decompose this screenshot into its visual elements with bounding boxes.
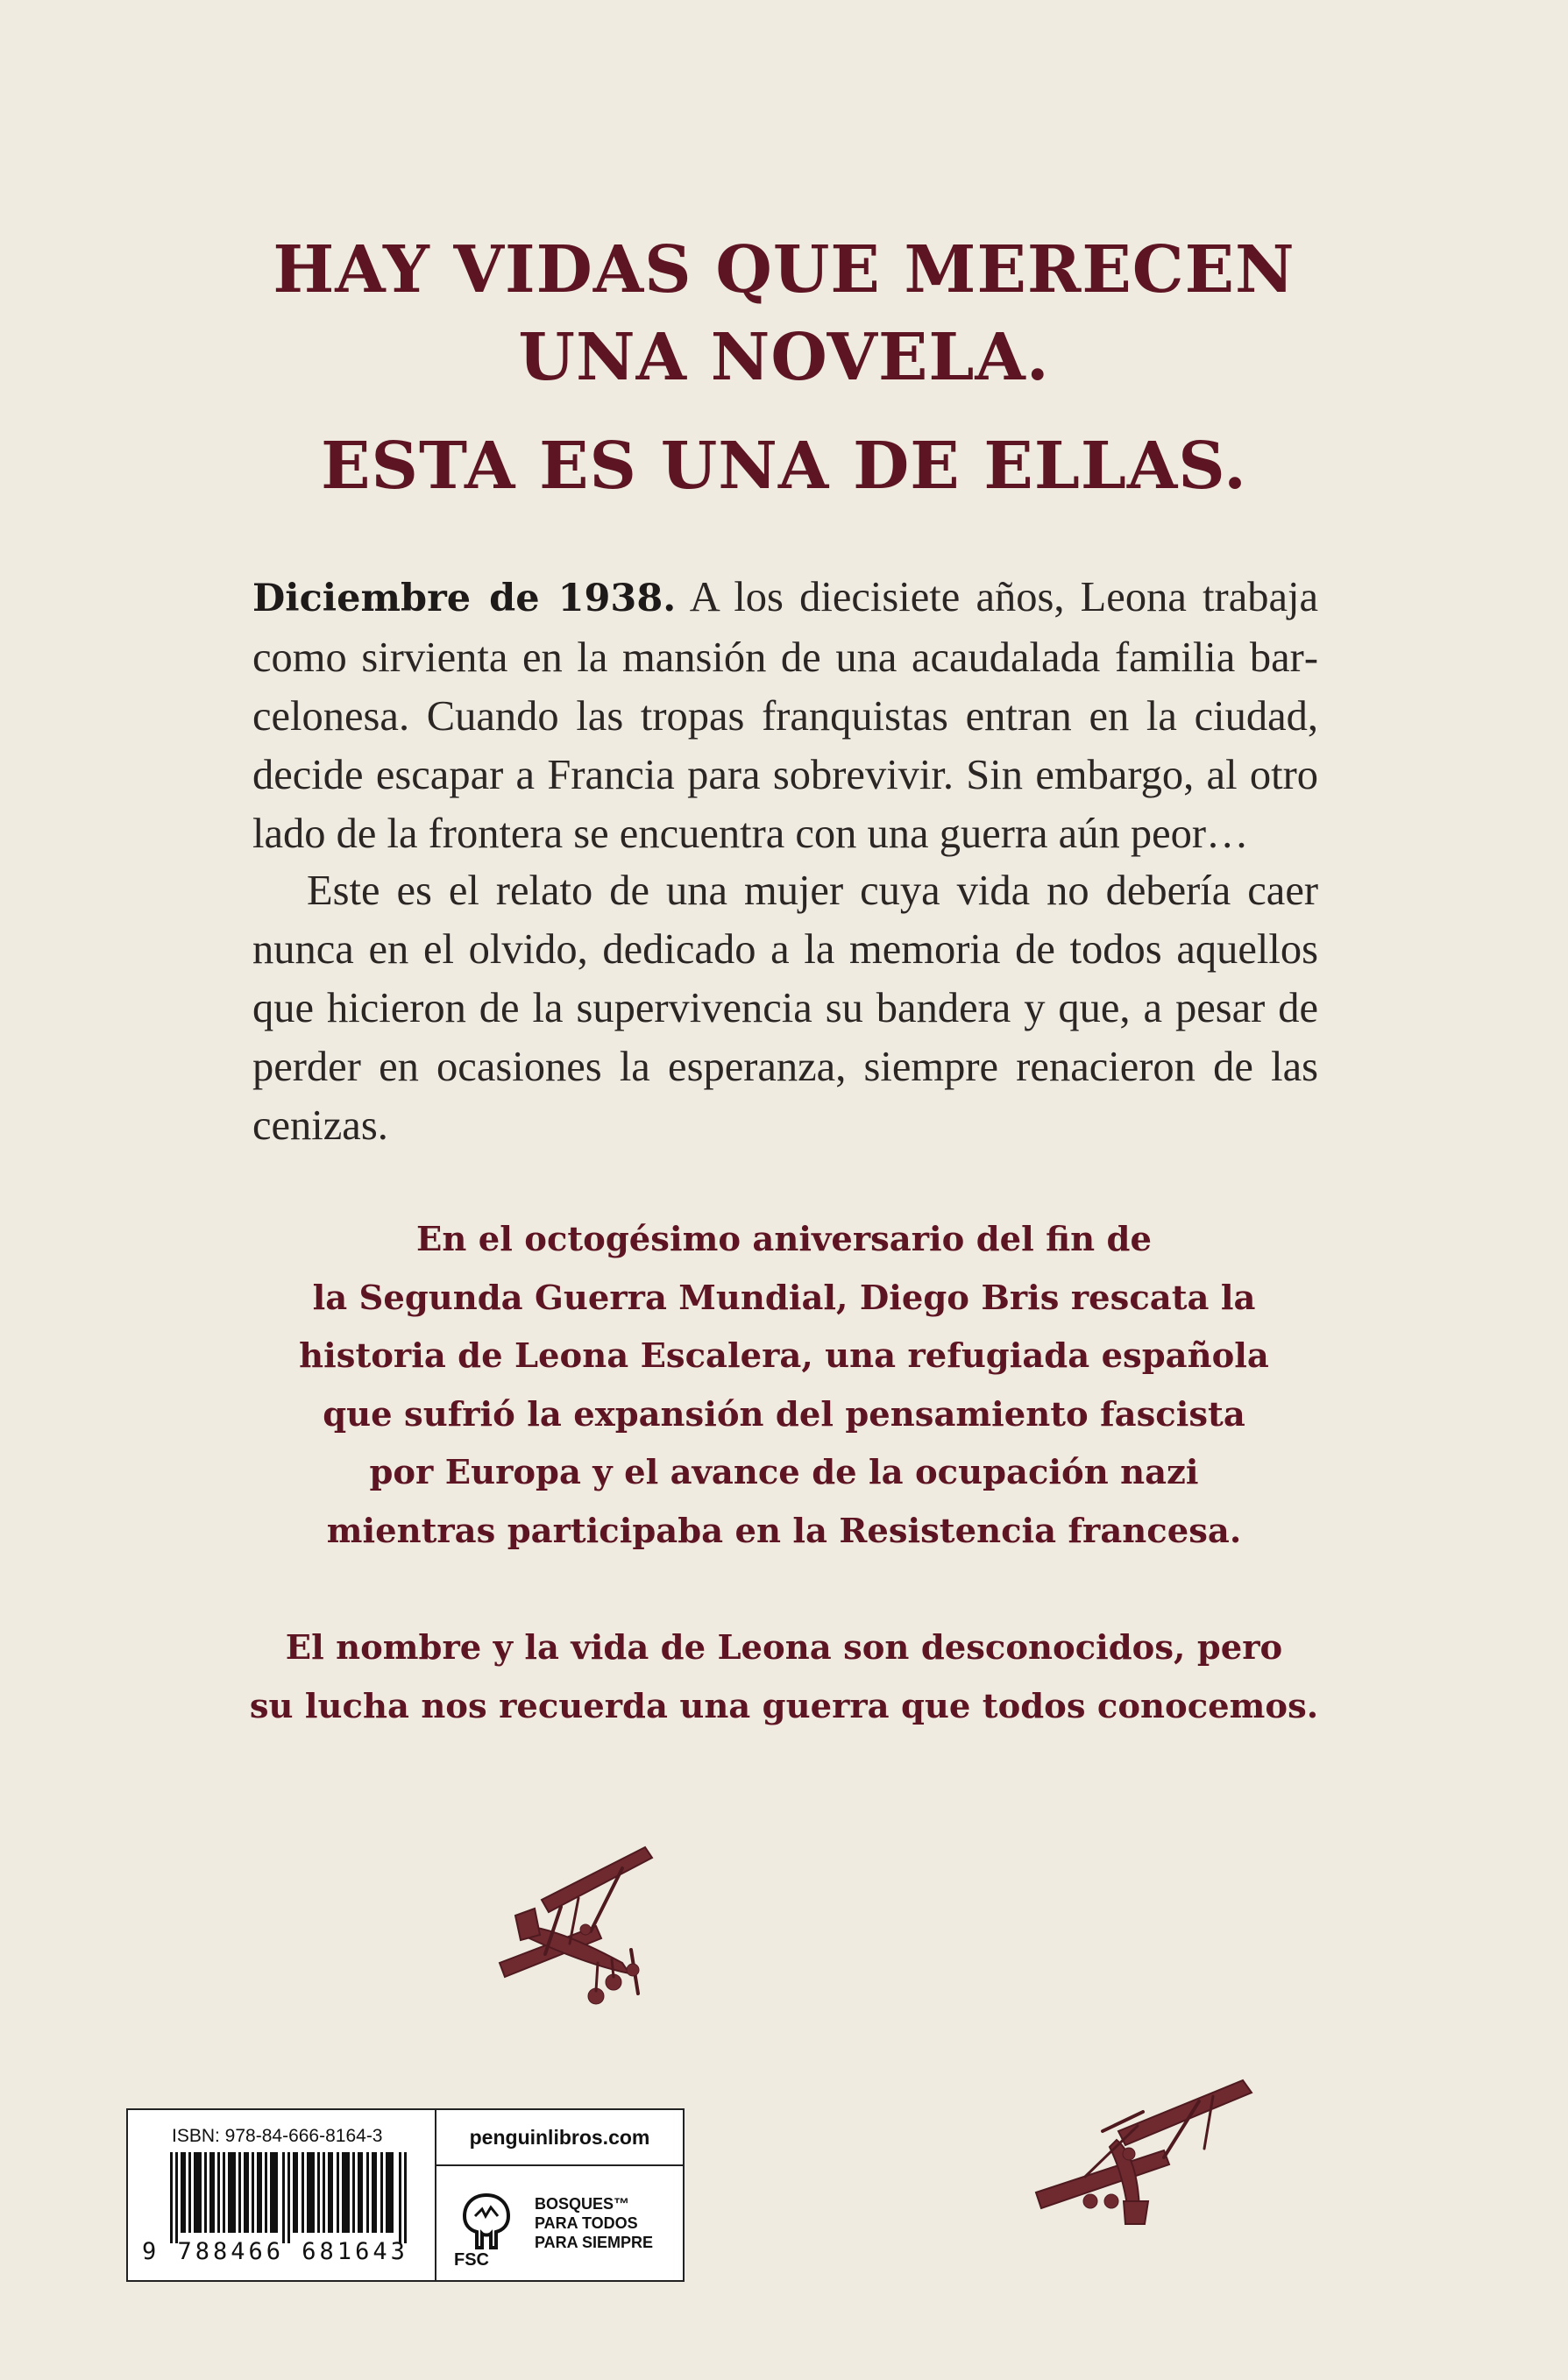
barcode-digits: 9 788466 681643	[142, 2238, 408, 2265]
tagline-1-line: historia de Leona Escalera, una refugiada española	[299, 1336, 1269, 1376]
tagline-1-line: por Europa y el avance de la ocupación nazi	[369, 1453, 1199, 1492]
tagline-1	[193, 1211, 1375, 1561]
tagline-1-line: mientras participaba en la Resistencia francesa.	[326, 1511, 1242, 1551]
tagline-2-line: su lucha nos recuerda una guerra que todos conocemos.	[249, 1686, 1319, 1726]
publisher-website: penguinlibros.com	[436, 2110, 683, 2166]
tagline-1-line: la Segunda Guerra Mundial, Diego Bris rescata la	[312, 1278, 1256, 1318]
headline-bottom: ESTA ES UNA DE ELLAS.	[321, 429, 1247, 504]
barcode-icon	[170, 2152, 407, 2243]
fsc-slogan	[535, 2194, 675, 2252]
barcode-panel	[126, 2108, 685, 2282]
biplane-icon	[491, 1831, 666, 2015]
publisher-panel	[436, 2110, 683, 2280]
fsc-slogan-line: PARA TODOS	[535, 2214, 638, 2232]
tagline-2	[193, 1619, 1375, 1736]
tagline-2-line: El nombre y la vida de Leona son desconocidos, pero	[285, 1628, 1283, 1668]
headline-top	[0, 226, 1568, 401]
headline-line-1: HAY VIDAS QUE MERECEN	[273, 232, 1295, 308]
isbn-text: ISBN: 978-84-666-8164-3	[172, 2126, 383, 2146]
blurb-paragraph-1	[252, 568, 1318, 863]
biplane-icon	[1032, 2070, 1262, 2245]
barcode-area	[128, 2110, 436, 2280]
tagline-1-line: En el octogésimo aniversario del fin de	[416, 1220, 1152, 1259]
fsc-label: FSC	[454, 2250, 489, 2270]
blurb-lead: Diciembre de 1938.	[252, 577, 677, 620]
blurb-paragraph-2: Este es el relato de una mujer cuya vida no debería caer nunca en el olvido, dedicado a la memoria de todos aquellos que hicieron de la supervivencia su bandera y que, a pesar de perder en ocasiones la esperanza, siempre renacieron de las cenizas.	[252, 868, 1318, 1149]
headline-line-2: UNA NOVELA.	[518, 320, 1050, 395]
fsc-slogan-line: BOSQUES™	[535, 2195, 630, 2213]
tagline-1-line: que sufrió la expansión del pensamiento fascista	[323, 1394, 1245, 1434]
blurb-text-1: A los diecisiete años, Leona trabaja como sirvienta en la mansión de una acaudalada familia barcelonesa. Cuando las tropas franquistas entran en la ciudad, decide escapar a Francia para sobrevivir. Sin embargo, al otro lado de la frontera se encuentra con una guerra aún peor…	[252, 574, 1318, 857]
fsc-slogan-line: PARA SIEMPRE	[535, 2234, 654, 2251]
